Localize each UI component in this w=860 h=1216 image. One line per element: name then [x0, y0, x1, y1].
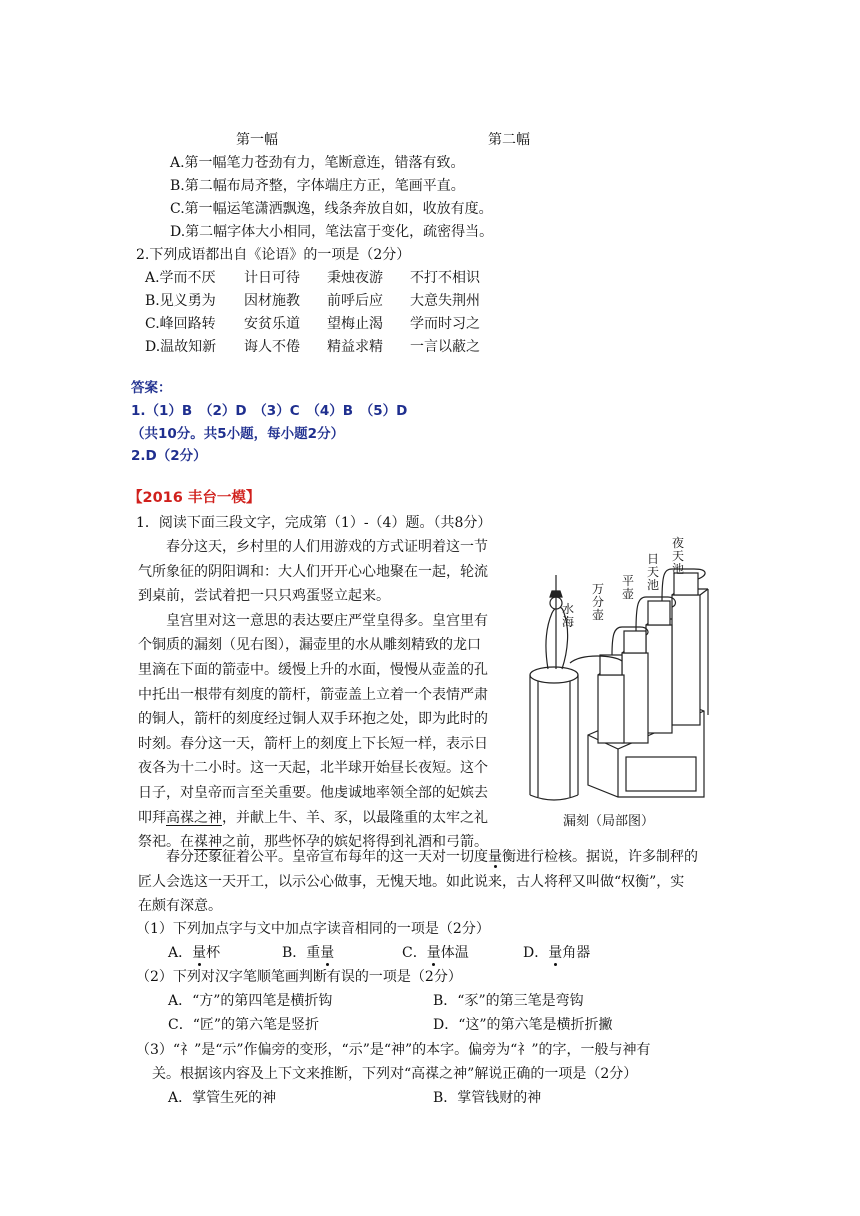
label-day-pool: 日天池	[647, 552, 660, 592]
q2-option-c-1: C.峰回路转	[145, 316, 216, 332]
q2-option-b-2: 因材施教	[244, 293, 300, 309]
passage-text: 衡进行检核。据说，许多制秤的	[502, 849, 698, 865]
q2-option-d-2: 诲人不倦	[244, 339, 300, 355]
option-text: 杯	[206, 945, 221, 961]
water-clock-illustration	[522, 535, 716, 805]
q2-option-a-1: A.学而不厌	[145, 270, 216, 286]
label-night-pool: 夜天池	[672, 536, 685, 576]
passage-text: 祭祀。在	[138, 834, 194, 851]
passage-line: 个铜质的漏刻（见右图），漏壶里的水从雕刻精致的龙口	[138, 637, 481, 654]
passage-line: 日子，对皇帝而言至关重要。他虔诚地率领全部的妃嫔去	[138, 784, 488, 801]
q1-option-a: A.第一幅笔力苍劲有力，笔断意连，错落有致。	[170, 155, 465, 171]
sub3-stem-line-1: （3）“礻”是“示”作偏旁的变形，“示”是“神”的本字。偏旁为“礻”的字，一般与神有	[136, 1042, 651, 1058]
passage-line	[138, 806, 510, 831]
dotted-character: 量	[192, 945, 207, 961]
option-letter: D．	[523, 945, 549, 961]
q2-option-d-1: D.温故知新	[145, 339, 217, 355]
answer-heading: 答案：	[131, 380, 172, 396]
dotted-character: 量	[320, 945, 335, 961]
option-letter: B．重	[282, 945, 321, 961]
sub2-option-d: D．“这”的第六笔是横折折撇	[433, 1017, 613, 1033]
passage-line: 到桌前，尝试着把一只只鸡蛋竖立起来。	[138, 588, 390, 605]
passage-text: 春分还象征着公平。皇帝宣布每年的这一天对一切度	[138, 849, 488, 865]
dotted-character: 量	[426, 945, 441, 961]
option-letter: C．	[402, 945, 427, 961]
q2-option-b-1: B.见义勇为	[145, 293, 216, 309]
passage-line: 在颇有深意。	[138, 898, 222, 915]
section-title: 【2016 丰台一模】	[128, 490, 261, 506]
q2-option-b-4: 大意失荆州	[410, 293, 480, 309]
label-level-pot: 平壶	[622, 574, 635, 601]
q2-option-a-2: 计日可待	[244, 270, 300, 286]
q2-option-c-2: 安贫乐道	[244, 316, 300, 332]
q1-option-c: C.第一幅运笔潇洒飘逸，线条奔放自如，收放有度。	[170, 201, 493, 217]
label-water-sea: 水海	[562, 602, 575, 629]
underlined-term: 禖神	[194, 834, 222, 851]
option-letter: A．	[168, 945, 193, 961]
underlined-term: 高禖之神	[166, 809, 222, 826]
q2-option-b-3: 前呼后应	[327, 293, 383, 309]
dotted-character: 量	[548, 945, 563, 961]
passage-left-column	[138, 535, 510, 855]
passage-line: 气所象征的阴阳调和：大人们开开心心地聚在一起，轮流	[138, 563, 488, 580]
passage-line: 中托出一根带有刻度的箭杆，箭壶盖上立着一个表情严肃	[138, 686, 488, 703]
sub3-stem-line-2: 关。根据该内容及上下文来推断，下列对“高禖之神”解说正确的一项是（2分）	[152, 1066, 638, 1082]
passage-line: 时刻。春分这一天，箭杆上的刻度上下长短一样，表示日	[138, 735, 488, 752]
q2-option-c-4: 学而时习之	[410, 316, 480, 332]
passage-line: 里滴在下面的箭壶中。缓慢上升的水面，慢慢从壶盖的孔	[138, 661, 488, 678]
sub1-option-c	[402, 943, 469, 963]
q1-option-d: D.第二幅字体大小相同，笔法富于变化，疏密得当。	[170, 224, 494, 240]
answer-line-1: 1.（1）B （2）D （3）C （4）B （5）D	[131, 403, 408, 419]
sub1-stem: （1）下列加点字与文中加点字读音相同的一项是（2分）	[136, 921, 490, 937]
passage-line: 春分这天，乡村里的人们用游戏的方式证明着这一节	[138, 539, 488, 555]
passage-text: 叩拜	[138, 809, 166, 826]
q2-option-c-3: 望梅止渴	[327, 316, 383, 332]
water-clock-figure	[522, 535, 716, 805]
sub1-option-d	[523, 943, 590, 963]
passage-line: 匠人会选这一天开工，以示公心做事，无愧天地。如此说来，古人将秤又叫做“权衡”，实	[138, 873, 685, 890]
sub3-option-b: B．掌管钱财的神	[433, 1090, 542, 1106]
option-text: 体温	[440, 945, 469, 961]
sub1-option-b	[282, 943, 334, 963]
passage-line: 夜各为十二小时。这一天起，北半球开始昼长夜短。这个	[138, 760, 488, 777]
passage-full-width	[138, 845, 734, 919]
label-fraction-pot: 万分壶	[592, 582, 605, 622]
reading-stem: 1．阅读下面三段文字，完成第（1）-（4）题。（共8分）	[136, 515, 492, 531]
q1-option-b: B.第二幅布局齐整，字体端庄方正，笔画平直。	[170, 178, 465, 194]
q2-option-a-4: 不打不相识	[410, 270, 480, 286]
dotted-character: 量	[488, 849, 502, 865]
sub2-option-c: C．“匠”的第六笔是竖折	[168, 1017, 320, 1033]
passage-text: ，并献上牛、羊、豕，以最隆重的太牢之礼	[222, 809, 488, 826]
passage-line	[138, 845, 734, 870]
answer-line-2: （共10分。共5小题，每小题2分）	[131, 426, 345, 442]
figure-caption: 漏刻（局部图）	[563, 814, 655, 829]
q2-stem: 2.下列成语都出自《论语》的一项是（2分）	[136, 247, 411, 263]
passage-line: 皇宫里对这一意思的表达要庄严堂皇得多。皇宫里有	[138, 612, 488, 629]
sub1-option-a	[168, 943, 220, 963]
sub2-stem: （2）下列对汉字笔顺笔画判断有误的一项是（2分）	[136, 969, 462, 985]
sub3-option-a: A．掌管生死的神	[168, 1090, 277, 1106]
sub2-option-b: B．“豕”的第三笔是弯钩	[433, 993, 584, 1009]
q2-option-a-3: 秉烛夜游	[327, 270, 383, 286]
caption-second-work: 第二幅	[488, 132, 530, 148]
caption-first-work: 第一幅	[236, 132, 278, 148]
answer-line-3: 2.D（2分）	[131, 448, 207, 464]
sub2-option-a: A．“方”的第四笔是横折钩	[168, 993, 333, 1009]
q2-option-d-3: 精益求精	[327, 339, 383, 355]
passage-text: 之前，那些怀孕的嫔妃将得到礼酒和弓箭。	[222, 834, 488, 851]
passage-line: 的铜人，箭杆的刻度经过铜人双手环抱之处，即为此时的	[138, 711, 488, 728]
option-text: 角器	[562, 945, 591, 961]
q2-option-d-4: 一言以蔽之	[410, 339, 480, 355]
